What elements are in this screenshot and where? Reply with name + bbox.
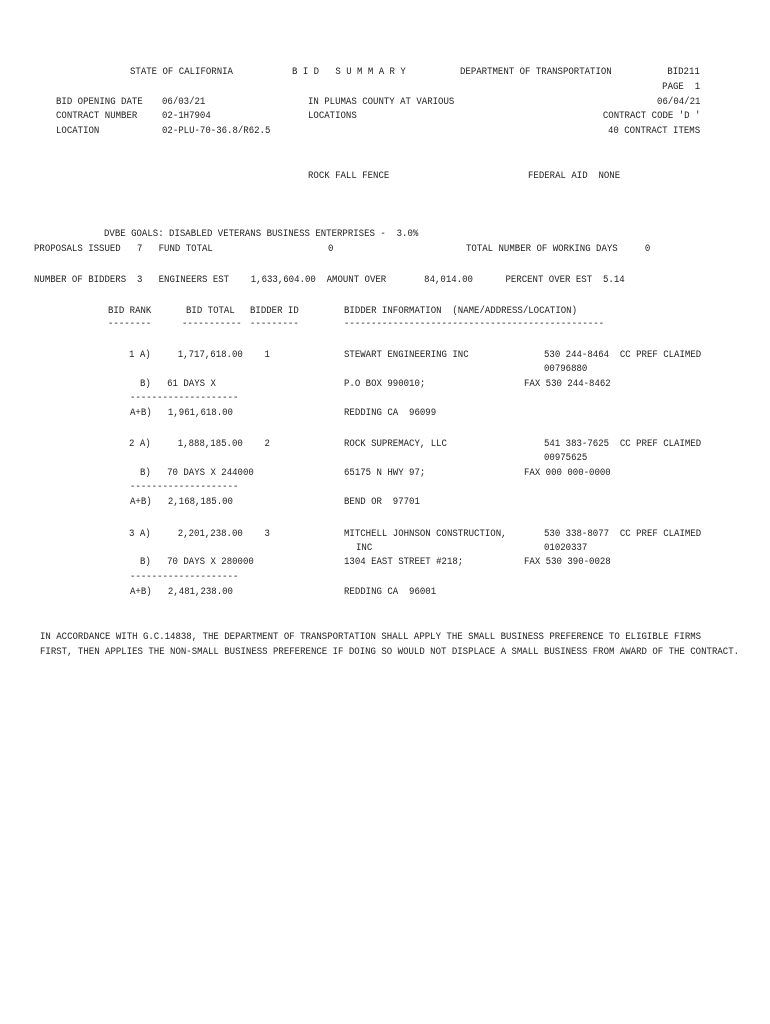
- bidder-city: REDDING CA 96099: [344, 407, 437, 419]
- bid-ab-total: A+B) 1,961,618.00: [130, 407, 233, 419]
- contract-number-label: CONTRACT NUMBER: [56, 110, 138, 122]
- col-bidder-info: BIDDER INFORMATION (NAME/ADDRESS/LOCATION): [344, 305, 578, 317]
- col-rule-id: ---------: [250, 318, 299, 330]
- bid-rule: --------------------: [130, 571, 239, 583]
- bid-rule: --------------------: [130, 481, 239, 493]
- bid-a-line: 3 A) 2,201,238.00 3: [129, 528, 270, 540]
- bid-a-line: 1 A) 1,717,618.00 1: [129, 349, 270, 361]
- fund-total-value: 0: [328, 243, 334, 255]
- bidder-fax: FAX 000 000-0000: [524, 467, 611, 479]
- bid-ab-total: A+B) 2,168,185.00: [130, 496, 233, 508]
- bid-b-line: B) 70 DAYS X 244000: [140, 467, 254, 479]
- bid-b-line: B) 70 DAYS X 280000: [140, 556, 254, 568]
- bidder-name-continued: INC: [356, 542, 373, 554]
- page-number: PAGE 1: [662, 81, 700, 93]
- bidder-address: 1304 EAST STREET #218;: [344, 556, 464, 568]
- bidder-phone: 530 244-8464 CC PREF CLAIMED: [544, 349, 702, 361]
- footer-note-line-2: FIRST, THEN APPLIES THE NON-SMALL BUSINESS PREFERENCE IF DOING SO WOULD NOT DISPLACE A SMALL BUSINESS FROM AWARD OF THE CONTRACT.: [40, 646, 740, 658]
- bidder-license: 00975625: [544, 452, 588, 464]
- bidder-phone: 541 383-7625 CC PREF CLAIMED: [544, 438, 702, 450]
- working-days: TOTAL NUMBER OF WORKING DAYS 0: [466, 243, 651, 255]
- bidder-city: BEND OR 97701: [344, 496, 420, 508]
- footer-note-line-1: IN ACCORDANCE WITH G.C.14838, THE DEPARTMENT OF TRANSPORTATION SHALL APPLY THE SMALL BUSINESS PREFERENCE TO ELIGIBLE FIRMS: [40, 631, 702, 643]
- project-name: ROCK FALL FENCE: [308, 170, 390, 182]
- county-line-2: LOCATIONS: [308, 110, 357, 122]
- bidder-name: ROCK SUPREMACY, LLC: [344, 438, 447, 450]
- bidder-fax: FAX 530 244-8462: [524, 378, 611, 390]
- col-bid-rank: BID RANK: [108, 305, 152, 317]
- bid-ab-total: A+B) 2,481,238.00: [130, 586, 233, 598]
- bidder-name: MITCHELL JOHNSON CONSTRUCTION,: [344, 528, 507, 540]
- report-id: BID211: [667, 66, 700, 78]
- col-bid-total: BID TOTAL: [186, 305, 235, 317]
- county-line-1: IN PLUMAS COUNTY AT VARIOUS: [308, 96, 455, 108]
- bid-a-line: 2 A) 1,888,185.00 2: [129, 438, 270, 450]
- report-title: B I D S U M M A R Y: [292, 66, 406, 78]
- contract-items: 40 CONTRACT ITEMS: [607, 125, 700, 137]
- bidder-fax: FAX 530 390-0028: [524, 556, 611, 568]
- bidder-license: 01020337: [544, 542, 588, 554]
- contract-number-value: 02-1H7904: [162, 110, 211, 122]
- report-date: 06/04/21: [656, 96, 700, 108]
- col-rule-total: -----------: [182, 318, 242, 330]
- proposals-issued: PROPOSALS ISSUED 7 FUND TOTAL: [34, 243, 213, 255]
- bid-rule: --------------------: [130, 392, 239, 404]
- col-rule-rank: --------: [108, 318, 152, 330]
- location-value: 02-PLU-70-36.8/R62.5: [162, 125, 271, 137]
- bidder-name: STEWART ENGINEERING INC: [344, 349, 469, 361]
- bidders-summary: NUMBER OF BIDDERS 3 ENGINEERS EST 1,633,604.00 AMOUNT OVER 84,014.00 PERCENT OVER EST 5.14: [34, 274, 625, 286]
- department-label: DEPARTMENT OF TRANSPORTATION: [460, 66, 612, 78]
- bidder-city: REDDING CA 96001: [344, 586, 437, 598]
- location-label: LOCATION: [56, 125, 100, 137]
- contract-code: CONTRACT CODE 'D ': [602, 110, 700, 122]
- federal-aid: FEDERAL AID NONE: [528, 170, 621, 182]
- bid-b-line: B) 61 DAYS X: [140, 378, 216, 390]
- col-bidder-id: BIDDER ID: [250, 305, 299, 317]
- bidder-phone: 530 338-8077 CC PREF CLAIMED: [544, 528, 702, 540]
- bidder-address: P.O BOX 990010;: [344, 378, 426, 390]
- bidder-license: 00796880: [544, 363, 588, 375]
- bid-opening-label: BID OPENING DATE: [56, 96, 143, 108]
- state-label: STATE OF CALIFORNIA: [130, 66, 233, 78]
- bid-opening-value: 06/03/21: [162, 96, 206, 108]
- col-rule-info: ------------------------------------------------: [344, 318, 605, 330]
- bidder-address: 65175 N HWY 97;: [344, 467, 426, 479]
- dvbe-goals: DVBE GOALS: DISABLED VETERANS BUSINESS ENTERPRISES - 3.0%: [104, 228, 419, 240]
